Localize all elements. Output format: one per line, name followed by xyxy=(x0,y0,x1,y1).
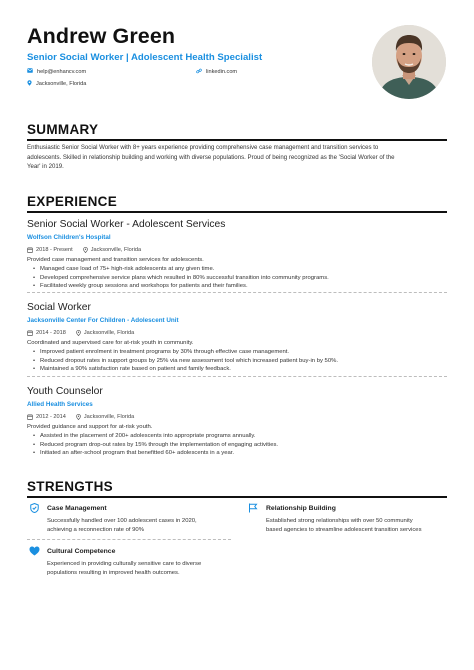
email-icon xyxy=(27,68,33,75)
strength-description xyxy=(266,517,451,534)
strength-divider xyxy=(27,539,231,540)
job-dates xyxy=(27,246,73,254)
job-bullet: • Developed comprehensive service plans which resulted in 80% successful transition into community programs. xyxy=(33,274,447,283)
job-title: Senior Social Worker - Adolescent Services xyxy=(27,219,226,230)
location-contact xyxy=(27,80,86,88)
job-bullet: • Reduced dropout rates in support groups by 25% via new assessment tool which increased patient buy-in by 50%. xyxy=(33,357,447,366)
summary-line: Year' in 2019. xyxy=(27,163,64,171)
strength-description xyxy=(47,517,232,534)
strength-line: Experienced in providing culturally sensitive care to diverse xyxy=(47,561,202,567)
job-bullet: • Assisted in the placement of 200+ adolescents into appropriate programs annually. xyxy=(33,432,447,441)
job-meta xyxy=(27,413,447,421)
email-contact[interactable] xyxy=(27,68,86,75)
strength-header xyxy=(246,503,451,513)
strength-header xyxy=(27,503,232,513)
strength-title: Cultural Competence xyxy=(47,547,116,555)
experience-item xyxy=(27,385,447,458)
experience-item xyxy=(27,218,447,291)
strength-line: achieving a reconnection rate of 90% xyxy=(47,526,144,533)
job-bullet: • Maintained a 90% satisfaction rate based on patient and family feedback. xyxy=(33,365,447,374)
job-title: Social Worker xyxy=(27,302,91,313)
heart-icon xyxy=(27,546,41,556)
job-description: Provided guidance and support for at-risk youth. xyxy=(27,424,153,430)
job-location-text: Jacksonville, Florida xyxy=(83,414,135,420)
job-location-text: Jacksonville, Florida xyxy=(83,330,135,336)
summary-heading: SUMMARY xyxy=(27,122,99,137)
linkedin-text: linkedin.com xyxy=(206,69,238,75)
job-dates-text: 2012 - 2014 xyxy=(36,414,66,420)
summary-rule xyxy=(27,139,447,141)
calendar-icon xyxy=(27,247,33,253)
company-name: Jacksonville Center For Children - Adolescent Unit xyxy=(27,317,179,324)
experience-rule xyxy=(27,211,447,213)
job-title: Youth Counselor xyxy=(27,386,103,397)
summary-text xyxy=(27,143,447,172)
job-bullets xyxy=(33,265,447,291)
strength-item xyxy=(27,546,232,577)
job-bullet: • Facilitated weekly group sessions and workshops for patients and their families. xyxy=(33,282,447,291)
experience-heading: EXPERIENCE xyxy=(27,194,118,209)
profile-photo-icon xyxy=(372,25,446,99)
experience-item xyxy=(27,301,447,374)
summary-line: Enthusiastic Senior Social Worker with 8+ years experience providing comprehensive case management and transition services to xyxy=(27,144,379,151)
job-description: Coordinated and supervised care for at-risk youth in community. xyxy=(27,340,194,346)
job-bullet: • Improved patient enrolment in treatment programs by 30% through effective case management. xyxy=(33,348,447,357)
job-location xyxy=(76,413,134,421)
strength-header xyxy=(27,546,232,556)
job-divider xyxy=(27,376,447,377)
candidate-title: Senior Social Worker | Adolescent Health Specialist xyxy=(27,52,263,63)
job-dates-text: 2014 - 2018 xyxy=(36,330,66,336)
job-bullets xyxy=(33,432,447,458)
job-bullets xyxy=(33,348,447,374)
strengths-heading: STRENGTHS xyxy=(27,479,113,494)
job-bullet: • Managed case load of 75+ high-risk adolescents at any given time. xyxy=(33,265,447,274)
strength-item xyxy=(27,503,232,534)
summary-line: adolescents. Skilled in relationship building and working with diverse populations. Proud of being recognized as the 'Social Worker of the xyxy=(27,153,395,161)
strength-line: Successfully handled over 100 adolescent cases in 2020, xyxy=(47,518,197,524)
job-bullet: • Initiated an after-school program that benefitted 60+ adolescents in a year. xyxy=(33,449,447,458)
job-description: Provided case management and transition services for adolescents. xyxy=(27,257,204,263)
job-location-text: Jacksonville, Florida xyxy=(90,247,142,253)
location-pin-icon xyxy=(83,247,88,253)
email-text: help@enhancv.com xyxy=(37,68,87,75)
job-location xyxy=(83,246,141,254)
candidate-name: Andrew Green xyxy=(27,24,176,48)
job-dates-text: 2018 - Present xyxy=(36,247,73,253)
flag-icon xyxy=(246,503,260,513)
calendar-icon xyxy=(27,330,33,336)
linkedin-contact[interactable] xyxy=(196,68,237,76)
job-bullet: • Reduced program drop-out rates by 15% through the implementation of engaging activities. xyxy=(33,441,447,450)
location-pin-icon xyxy=(76,414,81,420)
strength-line: populations resulting in improved health outcomes. xyxy=(47,569,180,576)
job-divider xyxy=(27,292,447,293)
strengths-rule xyxy=(27,496,447,498)
location-text: Jacksonville, Florida xyxy=(36,81,87,87)
location-pin-icon xyxy=(76,330,81,336)
job-location xyxy=(76,329,134,337)
shield-icon xyxy=(27,503,41,513)
job-meta xyxy=(27,329,447,337)
strength-item xyxy=(246,503,451,534)
link-icon xyxy=(196,68,202,76)
strength-description xyxy=(47,560,232,577)
company-name: Allied Health Services xyxy=(27,401,93,408)
calendar-icon xyxy=(27,414,33,420)
profile-photo xyxy=(372,25,446,99)
company-name: Wolfson Children's Hospital xyxy=(27,234,111,241)
strength-title: Case Management xyxy=(47,504,107,512)
strength-line: Established strong relationships with over 50 community xyxy=(266,518,413,524)
strength-line: based agencies to streamline adolescent transition services xyxy=(266,526,422,533)
job-dates xyxy=(27,329,66,337)
strength-title: Relationship Building xyxy=(266,504,336,512)
job-dates xyxy=(27,413,66,421)
job-meta xyxy=(27,246,447,254)
location-pin-icon xyxy=(27,80,32,88)
